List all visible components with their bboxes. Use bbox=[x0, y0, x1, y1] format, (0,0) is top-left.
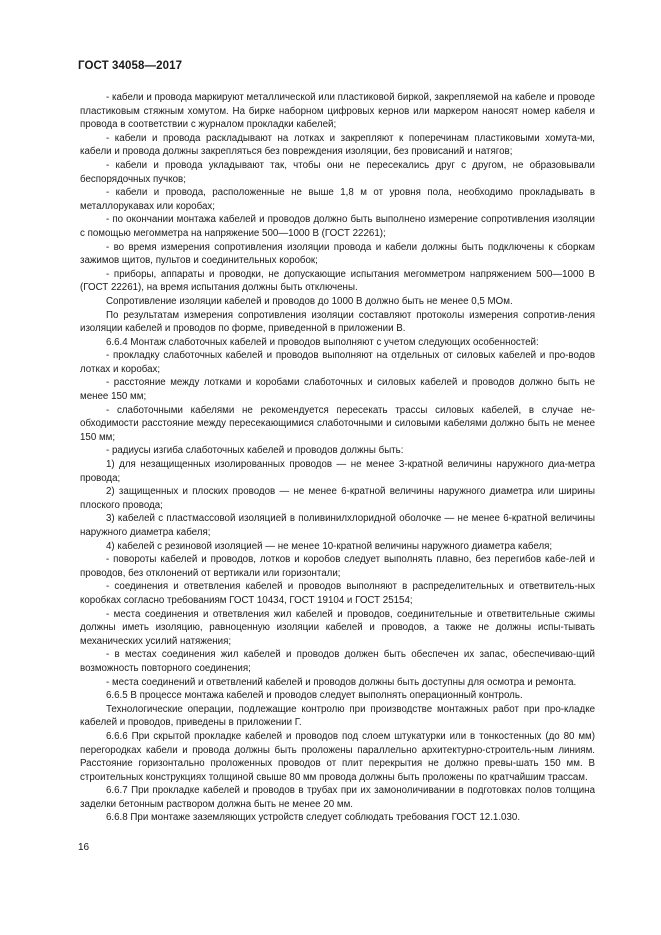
paragraph: - кабели и провода укладывают так, чтобы они не пересекались друг с другом, не образовывали беспорядочных пучков; bbox=[80, 159, 595, 185]
paragraph: - в местах соединения жил кабелей и проводов должен быть обеспечен их запас, обеспечиваю-щий возможность повторного соединения; bbox=[80, 649, 595, 674]
paragraph: 6.6.6 При скрытой прокладке кабелей и проводов под слоем штукатурки или в тонкостенных (до 80 мм) перегородках кабели и провода должны быть проложены параллельно архитектурно-строитель-ным линиям. Расстояние горизонтально проложенных проводов от плит перекрытия не должно превы-шать 150 мм. В строительных конструкциях толщиной свыше 80 мм провода должны быть проложены по кратчайшим трассам. bbox=[80, 730, 595, 783]
paragraph: Технологические операции, подлежащие контролю при производстве монтажных работ при про-кладке кабелей и проводов, приведены в приложении Г. bbox=[80, 703, 595, 729]
page-number: 16 bbox=[78, 842, 90, 853]
paragraph: - кабели и провода раскладывают на лотках и закрепляют к поперечинам пластиковыми хомута-ми, кабели и провода должны закрепляться без повреждения изоляции, без провисаний и натягов; bbox=[80, 132, 595, 158]
paragraph: - кабели и провода, расположенные не выше 1,8 м от уровня пола, необходимо прокладывать в металлорукавах или коробах; bbox=[80, 187, 595, 212]
paragraph: - прокладку слаботочных кабелей и проводов выполняют на отдельных от силовых кабелей и про-водов лотках и коробах; bbox=[80, 350, 595, 375]
paragraph: 6.6.5 В процессе монтажа кабелей и проводов следует выполнять операционный контроль. bbox=[106, 690, 523, 702]
paragraph: - соединения и ответвления кабелей и проводов выполняют в распределительных и ответвитель-ных коробках согласно требованиям ГОСТ 10434, ГОСТ 19104 и ГОСТ 25154; bbox=[80, 581, 595, 606]
paragraph: 3) кабелей с пластмассовой изоляцией в поливинилхлоридной оболочке — не менее 6-кратной величины наружного диаметра кабеля; bbox=[80, 513, 595, 538]
paragraph: - кабели и провода маркируют металлической или пластиковой биркой, закрепляемой на кабеле и проводе пластиковым стяжным хомутом. На бирке наборном цифровых кернов или маркером наносят номер кабеля и провода в соответствии с журналом прокладки кабелей; bbox=[80, 92, 595, 131]
paragraph: - во время измерения сопротивления изоляции провода и кабели должны быть подключены к сборкам зажимов щитов, пультов и соединительных коробок; bbox=[80, 241, 595, 267]
paragraph: 6.6.4 Монтаж слаботочных кабелей и проводов выполняют с учетом следующих особенностей: bbox=[106, 336, 539, 348]
paragraph: - расстояние между лотками и коробами слаботочных и силовых кабелей и проводов должно быть не менее 150 мм; bbox=[80, 377, 595, 403]
paragraph: Сопротивление изоляции кабелей и проводов до 1000 В должно быть не менее 0,5 МОм. bbox=[106, 295, 513, 307]
paragraph: - слаботочными кабелями не рекомендуется пересекать трассы силовых кабелей, в случае не-обходимости расстояние между пересекающимися слаботочными и силовыми кабелями должно быть не менее 150 мм; bbox=[80, 404, 595, 443]
paragraph: - места соединения и ответвления жил кабелей и проводов, соединительные и ответвительные сжимы должны иметь изоляцию, равноценную изоляции кабелей и проводов, а также не должны испы-тывать механических усилий натяжения; bbox=[80, 608, 595, 647]
paragraph: 6.6.7 При прокладке кабелей и проводов в трубах при их замоноличивании в подготовках полов толщина заделки бетонным раствором должна быть не менее 20 мм. bbox=[80, 785, 595, 810]
paragraph: 2) защищенных и плоских проводов — не менее 6-кратной величины наружного диаметра или ширины плоского провода; bbox=[80, 486, 595, 511]
paragraph: 1) для незащищенных изолированных проводов — не менее 3-кратной величины наружного диа-метра провода; bbox=[80, 459, 595, 484]
paragraph: - приборы, аппараты и проводки, не допускающие испытания мегомметром напряжением 500—1000 В (ГОСТ 22261), на время испытания должны быть отключены. bbox=[80, 268, 595, 294]
paragraph: - места соединений и ответвлений кабелей и проводов должны быть доступны для осмотра и ремонта. bbox=[106, 676, 577, 688]
paragraph: - по окончании монтажа кабелей и проводов должно быть выполнено измерение сопротивления изоляции с помощью мегомметра на напряжение 500—1000 В (ГОСТ 22261); bbox=[80, 214, 595, 239]
paragraph: 4) кабелей с резиновой изоляцией — не менее 10-кратной величины наружного диаметра кабеля; bbox=[106, 540, 553, 552]
document-header: ГОСТ 34058—2017 bbox=[78, 60, 183, 72]
paragraph: 6.6.8 При монтаже заземляющих устройств следует соблюдать требования ГОСТ 12.1.030. bbox=[106, 812, 521, 824]
paragraph: По результатам измерения сопротивления изоляции составляют протоколы измерения сопротив-ления изоляции кабелей и проводов по форме, приведенной в приложении В. bbox=[80, 309, 595, 335]
document-body bbox=[80, 91, 595, 825]
paragraph: - радиусы изгиба слаботочных кабелей и проводов должны быть: bbox=[106, 445, 404, 457]
paragraph: - повороты кабелей и проводов, лотков и коробов следует выполнять плавно, без перегибов кабе-лей и проводов, без отклонений от вертикали или горизонтали; bbox=[80, 554, 595, 579]
